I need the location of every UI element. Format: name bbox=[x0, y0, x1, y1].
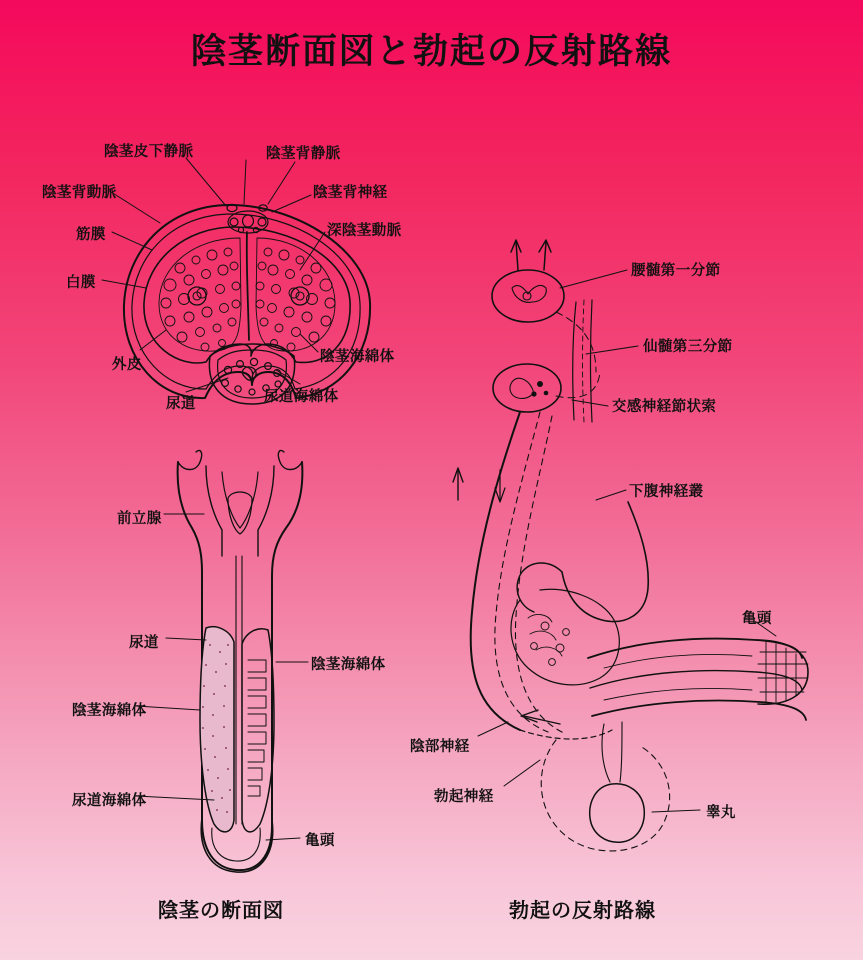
label-sympathetic-ganglion: 交感神経節状索 bbox=[612, 399, 717, 415]
label-sacral-segment-3: 仙髄第三分節 bbox=[643, 339, 733, 355]
label-deep-artery: 深陰茎動脈 bbox=[327, 223, 402, 239]
label-erection-nerve: 勃起神経 bbox=[434, 789, 494, 805]
label-corpus-spongiosum-long: 尿道海綿体 bbox=[72, 793, 147, 809]
label-tunica-albuginea: 白膜 bbox=[66, 275, 96, 291]
label-urethra: 尿道 bbox=[166, 396, 196, 412]
label-fascia: 筋膜 bbox=[76, 227, 106, 243]
label-prostate: 前立腺 bbox=[117, 511, 162, 527]
label-dorsal-artery: 陰茎背動脈 bbox=[42, 185, 117, 201]
caption-longitudinal-section: 陰茎の断面図 bbox=[158, 898, 284, 922]
label-glans-reflex: 亀頭 bbox=[742, 611, 772, 627]
label-skin: 外皮 bbox=[112, 357, 142, 373]
reflex-pathway-drawing bbox=[453, 240, 808, 851]
label-urethra-long: 尿道 bbox=[129, 635, 159, 651]
label-corpus-cavernosum-left: 陰茎海綿体 bbox=[72, 703, 147, 719]
label-dorsal-vein: 陰茎背静脈 bbox=[266, 146, 341, 162]
label-glans-long: 亀頭 bbox=[305, 833, 335, 849]
label-subcutaneous-vein: 陰茎皮下静脈 bbox=[104, 144, 194, 160]
label-lumbar-segment-1: 腰髄第一分節 bbox=[631, 263, 721, 279]
label-corpus-cavernosum-right: 陰茎海綿体 bbox=[311, 657, 386, 673]
page-title: 陰茎断面図と勃起の反射路線 bbox=[190, 32, 672, 72]
label-hypogastric-plexus: 下腹神経叢 bbox=[629, 484, 704, 500]
label-corpus-cavernosum: 陰茎海綿体 bbox=[320, 349, 395, 365]
label-dorsal-nerve: 陰茎背神経 bbox=[313, 185, 388, 201]
label-testis: 睾丸 bbox=[706, 805, 736, 821]
caption-reflex-pathway: 勃起の反射路線 bbox=[509, 898, 656, 922]
label-pudendal-nerve: 陰部神経 bbox=[410, 739, 470, 755]
label-corpus-spongiosum: 尿道海綿体 bbox=[264, 389, 339, 405]
